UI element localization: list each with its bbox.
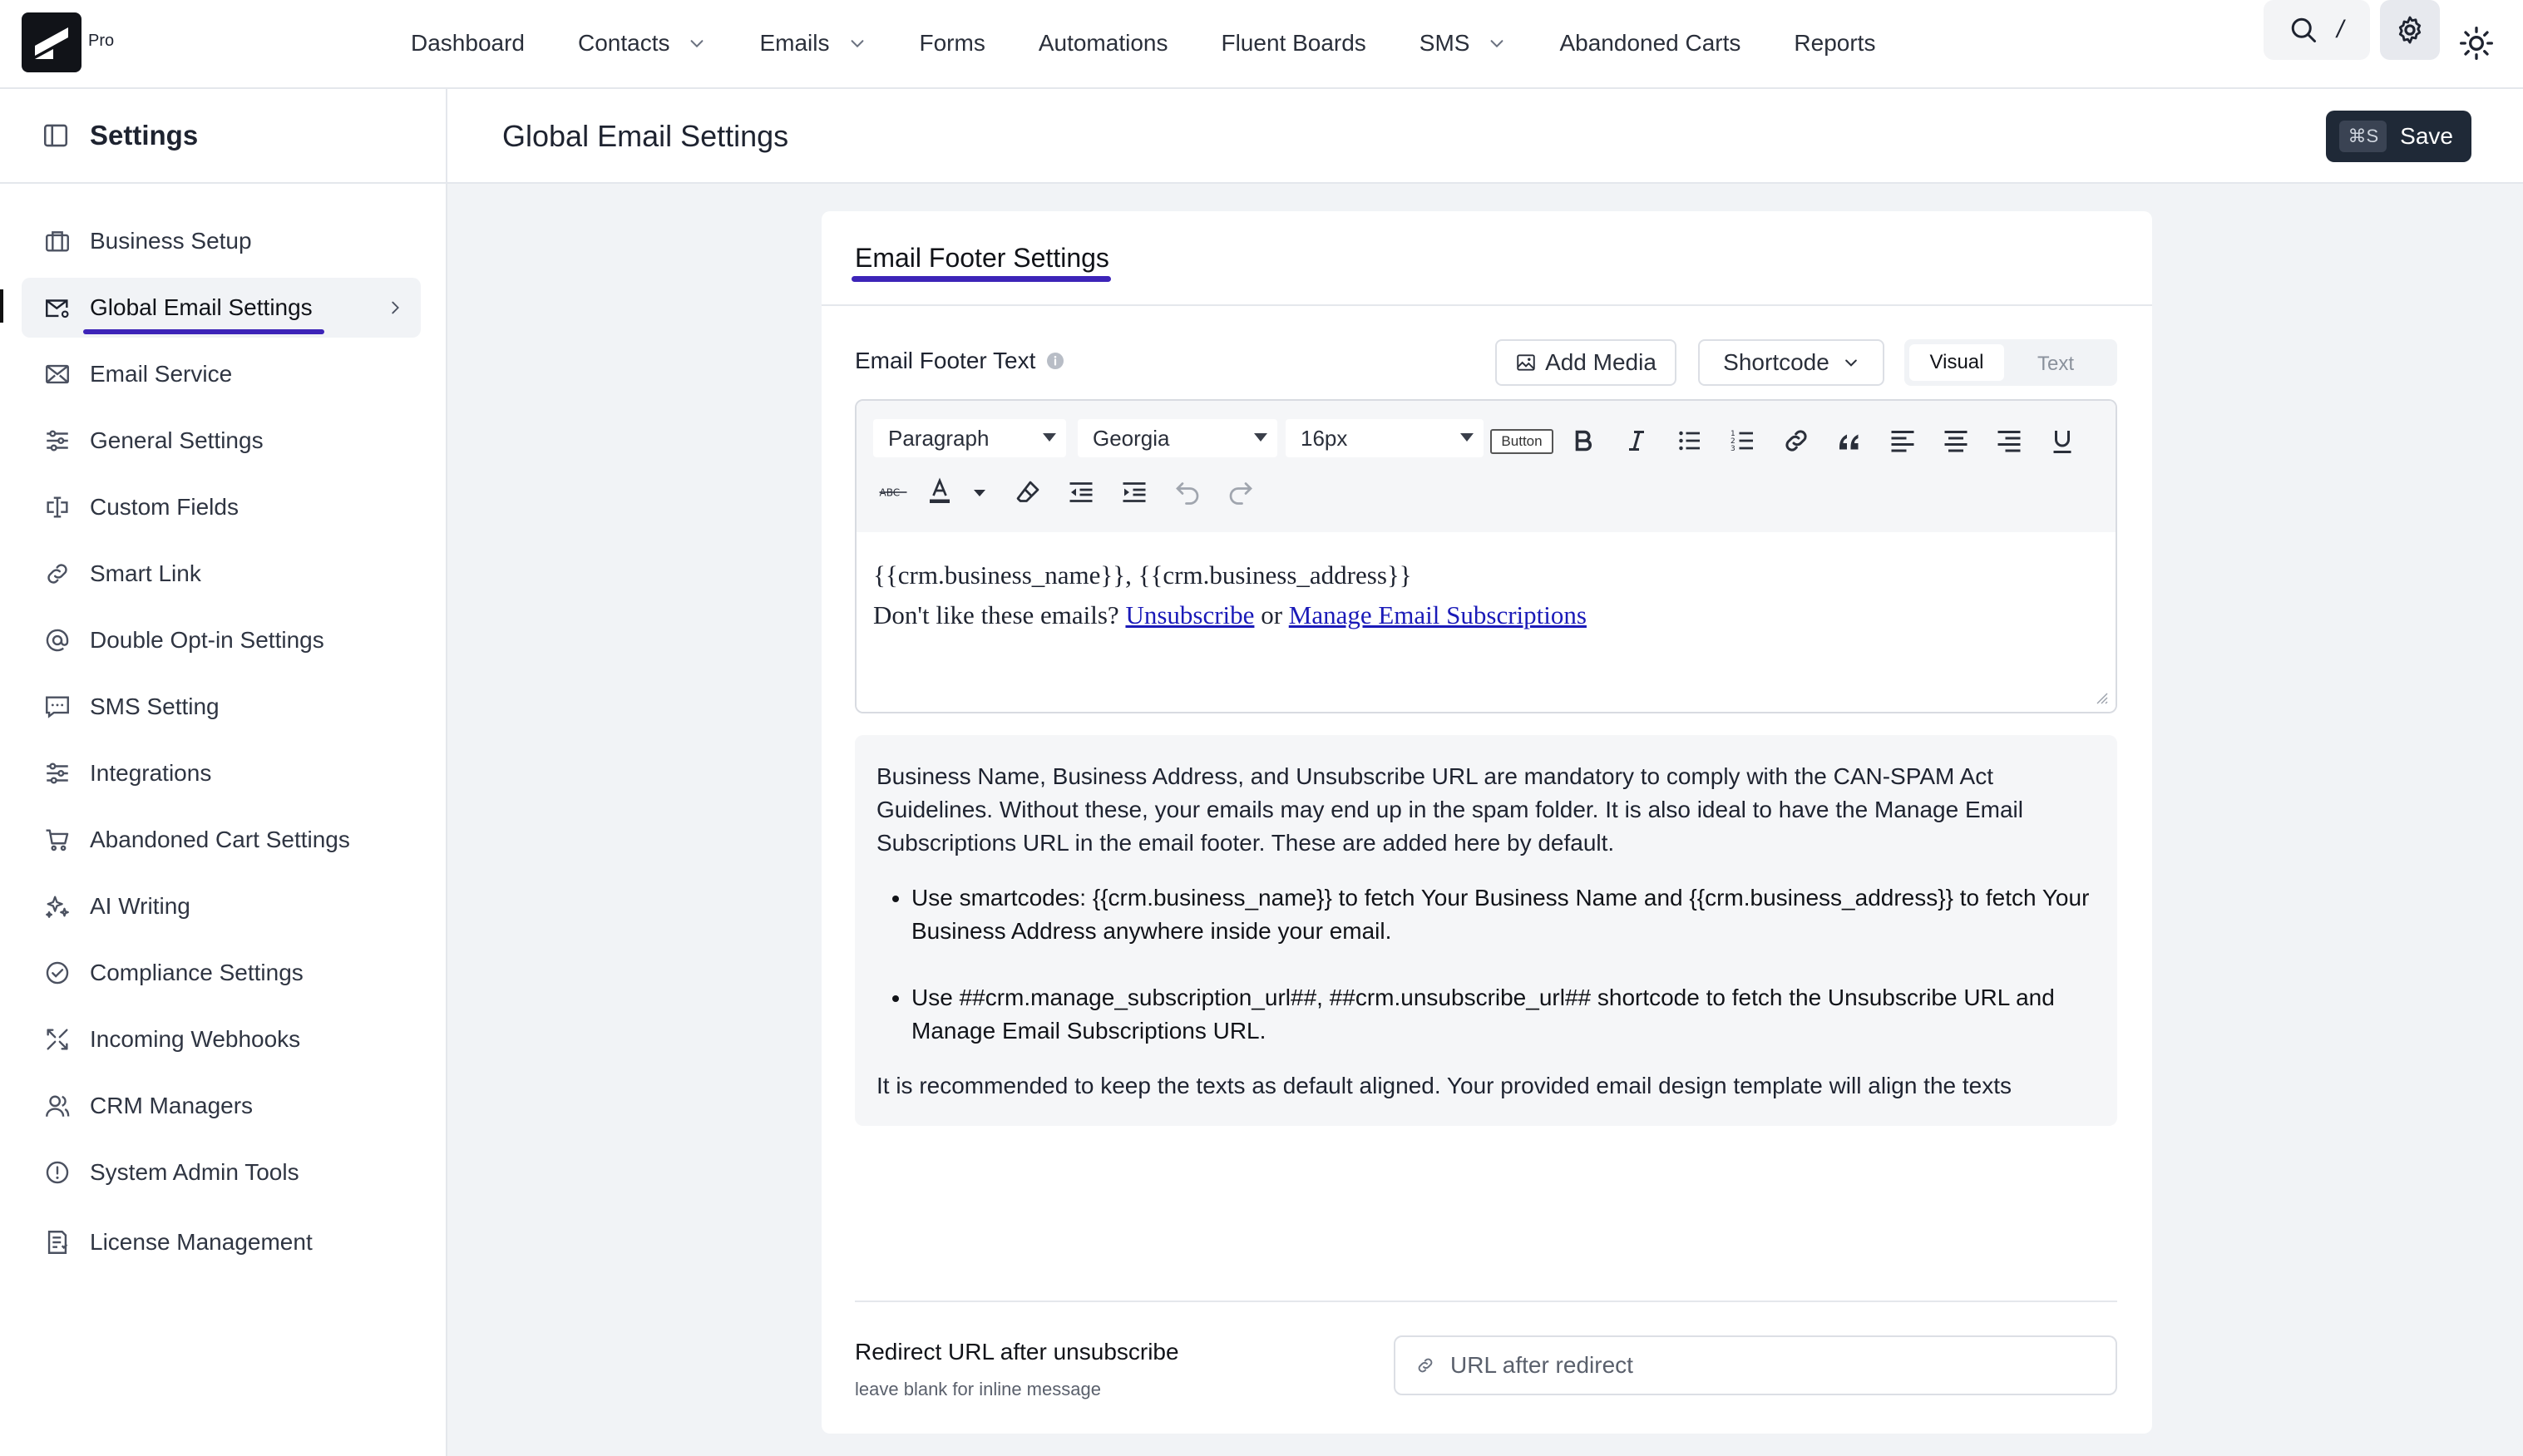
format-select[interactable] [873,419,1066,457]
mail-gear-icon [43,294,72,322]
notice-bullet-smartcodes: • Use smartcodes: {{crm.business_name}} to fetch Your Business Name and {{crm.business_address}} to fetch Your Business Address anywhere inside your email. [911,881,2092,948]
chevron-right-icon [386,299,404,317]
add-media-label: Add Media [1545,349,1656,375]
sidebar-item-global-email-settings[interactable] [22,278,421,338]
bullet-list-icon[interactable] [1675,426,1705,456]
bold-icon[interactable] [1568,426,1598,456]
sidebar-item-ai-writing[interactable] [22,876,421,936]
card-tabs [822,211,2152,306]
webhook-icon [43,1025,72,1054]
settings-sidebar [0,184,447,1456]
users-icon [43,1092,72,1120]
svg-text:1: 1 [1731,430,1735,438]
info-icon[interactable] [1045,351,1065,371]
manage-subscriptions-link[interactable]: Manage Email Subscriptions [1288,600,1587,629]
editor-line-unsubscribe [873,600,1587,630]
align-left-icon[interactable] [1888,426,1918,456]
at-sign-icon [43,626,72,654]
sidebar-item-label: Integrations [90,760,212,786]
sidebar-item-business-setup[interactable] [22,211,421,271]
editor-toolbar [857,401,2117,532]
nav-fluent-boards[interactable] [1221,30,1365,57]
section-divider [855,1301,2117,1302]
notice-bullets [911,881,2092,1081]
strikethrough-icon[interactable] [878,477,908,507]
notice-bullet-shortcodes: • Use ##crm.manage_subscription_url##, ##crm.unsubscribe_url## shortcode to fetch the Unsubscribe URL and Manage Email Subscriptions URL. [911,981,2092,1048]
sidebar-item-abandoned-cart-settings[interactable] [22,810,421,870]
editor-mode-toggle [1904,339,2117,386]
redirect-url-input[interactable] [1450,1352,2082,1379]
align-center-icon[interactable] [1941,426,1971,456]
nav-sms[interactable] [1419,30,1507,57]
logo-mark-icon [22,12,81,72]
unsubscribe-link[interactable]: Unsubscribe [1125,600,1255,629]
notice-intro-3: Subscriptions URL in the email footer. These are added here by default. [876,830,1615,856]
nav-dashboard[interactable] [411,30,525,57]
sparkles-icon [43,892,72,920]
sidebar-item-integrations[interactable] [22,743,421,803]
active-edge-marker [0,289,3,323]
save-label: Save [2400,123,2453,149]
caret-down-icon [1043,433,1056,442]
tab-email-footer-settings[interactable]: Email Footer Settings [855,243,1109,273]
redirect-url-sublabel: leave blank for inline message [855,1379,1101,1399]
nav-abandoned-carts[interactable] [1559,30,1740,57]
notice-intro-1: Business Name, Business Address, and Unsubscribe URL are mandatory to comply with the CAN-SPAM Act [876,763,1994,789]
save-shortcut: ⌘S [2339,121,2387,152]
sidebar-item-license-management[interactable] [22,1212,421,1272]
nav-label: Automations [1038,30,1168,56]
sidebar-item-compliance-settings[interactable] [22,943,421,1003]
link-icon [1415,1355,1435,1375]
sidebar-item-label: Abandoned Cart Settings [90,827,350,852]
caret-down-icon[interactable] [971,477,988,507]
nav-label: Contacts [577,30,670,56]
settings-button[interactable] [2380,0,2440,60]
sidebar-item-custom-fields[interactable] [22,477,421,537]
blockquote-icon[interactable] [1834,426,1864,456]
settings-header [0,89,447,182]
sidebar-item-label: Double Opt-in Settings [90,627,324,653]
link-icon[interactable] [1781,426,1811,456]
sidebar-item-label: License Management [90,1229,313,1255]
gear-icon [2394,14,2426,46]
redo-icon[interactable] [1226,477,1256,507]
caret-down-icon [1460,433,1474,442]
sidebar-item-smart-link[interactable] [22,544,421,604]
nav-label: Fluent Boards [1221,30,1366,56]
sidebar-item-label: Global Email Settings [90,294,313,320]
sidebar-item-crm-managers[interactable] [22,1076,421,1136]
active-underline [83,329,324,334]
chat-icon [43,693,72,721]
sidebar-item-system-admin-tools[interactable] [22,1143,421,1202]
nav-reports[interactable] [1794,30,1875,57]
sidebar-item-email-service[interactable] [22,344,421,404]
chevron-down-icon [1843,354,1859,371]
nav-emails[interactable] [759,30,866,57]
notice-intro-2: Guidelines. Without these, your emails may end up in the spam folder. It is also ideal to have the Manage Email [876,797,2023,822]
mail-send-icon [43,360,72,388]
check-circle-icon [43,959,72,987]
page-title: Global Email Settings [502,119,789,153]
nav-forms[interactable] [920,30,985,57]
tab-visual[interactable]: Visual [1909,344,2004,381]
search-icon [2288,15,2318,45]
outdent-icon[interactable] [1066,477,1096,507]
license-icon [43,1228,72,1256]
text-color-icon[interactable] [925,476,955,506]
sidebar-item-label: General Settings [90,427,264,453]
underline-icon[interactable] [2047,426,2077,456]
sidebar-item-general-settings[interactable] [22,411,421,471]
sub-header [0,89,2523,184]
chevron-down-icon [848,34,867,52]
footer-rich-text-editor [855,399,2117,713]
search-shortcut: / [2337,16,2344,43]
sliders-icon [43,427,72,455]
alert-circle-icon [43,1158,72,1187]
resize-handle-icon[interactable] [2092,689,2109,705]
insert-button-tool[interactable]: Button [1490,429,1553,454]
sidebar-item-label: Smart Link [90,560,201,586]
briefcase-icon [43,227,72,255]
tab-text[interactable]: Text [2037,353,2075,375]
footer-text-label [855,348,1065,374]
nav-label: Reports [1794,30,1876,56]
nav-label: Dashboard [411,30,525,56]
add-media-button[interactable] [1495,339,1676,386]
chevron-down-icon [688,34,706,52]
settings-title: Settings [90,120,199,151]
sidebar-item-label: AI Writing [90,893,190,919]
sidebar-item-label: Compliance Settings [90,960,304,985]
chevron-down-icon [1488,34,1506,52]
align-right-icon[interactable] [1994,426,2024,456]
editor-content-area[interactable] [857,532,2117,713]
fluentcrm-logo[interactable] [22,12,81,72]
font-family-select[interactable] [1078,419,1277,457]
nav-automations[interactable] [1039,30,1168,57]
sidebar-item-label: CRM Managers [90,1093,254,1118]
theme-toggle-sun-icon[interactable] [2458,25,2495,62]
sidebar-item-label: Email Service [90,361,233,387]
sidebar-panel-icon[interactable] [42,121,70,150]
editor-line-smartcodes: {{crm.business_name}}, {{crm.business_address}} [873,560,1412,590]
italic-icon[interactable] [1622,426,1652,456]
search-button[interactable] [2264,0,2370,60]
sidebar-item-label: Business Setup [90,228,252,254]
nav-label: Abandoned Carts [1559,30,1741,56]
sidebar-item-label: SMS Setting [90,693,220,719]
undo-icon[interactable] [1173,477,1202,507]
footer-text-label-text: Email Footer Text [855,348,1036,373]
save-button[interactable] [2326,111,2471,162]
editor-text: Don't like these emails? [873,600,1126,629]
sidebar-item-label: System Admin Tools [90,1159,299,1185]
custom-field-icon [43,493,72,521]
nav-label: Emails [759,30,830,56]
size-select-value: 16px [1301,425,1348,451]
indent-icon[interactable] [1119,477,1149,507]
numbered-list-icon[interactable] [1728,426,1758,456]
shortcode-dropdown[interactable] [1698,339,1884,386]
font-size-select[interactable] [1286,419,1484,457]
svg-text:3: 3 [1731,445,1735,453]
media-image-icon [1515,352,1537,373]
svg-text:2: 2 [1731,437,1735,446]
cart-icon [43,826,72,854]
pro-label: Pro [88,32,115,50]
sliders-icon [43,759,72,787]
sidebar-item-double-opt-in-settings[interactable] [22,610,421,670]
main-nav [411,0,1928,86]
nav-label: SMS [1419,30,1470,56]
notice-outro: It is recommended to keep the texts as default aligned. Your provided email design template will align the texts [876,1073,2012,1098]
can-spam-notice [855,735,2117,1126]
caret-down-icon [1254,433,1267,442]
nav-label: Forms [919,30,985,56]
sidebar-item-incoming-webhooks[interactable] [22,1009,421,1069]
font-select-value: Georgia [1093,425,1170,451]
top-navigation-bar [0,0,2523,89]
link-icon [43,560,72,588]
email-footer-card [822,211,2152,1434]
sidebar-item-label: Incoming Webhooks [90,1026,301,1052]
nav-contacts[interactable] [578,30,707,57]
redirect-url-field [1394,1335,2117,1395]
sidebar-item-sms-setting[interactable] [22,677,421,737]
sidebar-item-label: Custom Fields [90,494,239,520]
tab-active-underline [852,276,1111,282]
clear-format-eraser-icon[interactable] [1013,477,1043,507]
svg-text:ABC: ABC [879,486,901,499]
editor-text: or [1254,600,1289,629]
redirect-url-label: Redirect URL after unsubscribe [855,1339,1179,1365]
format-select-value: Paragraph [888,425,990,451]
shortcode-label: Shortcode [1723,349,1829,375]
